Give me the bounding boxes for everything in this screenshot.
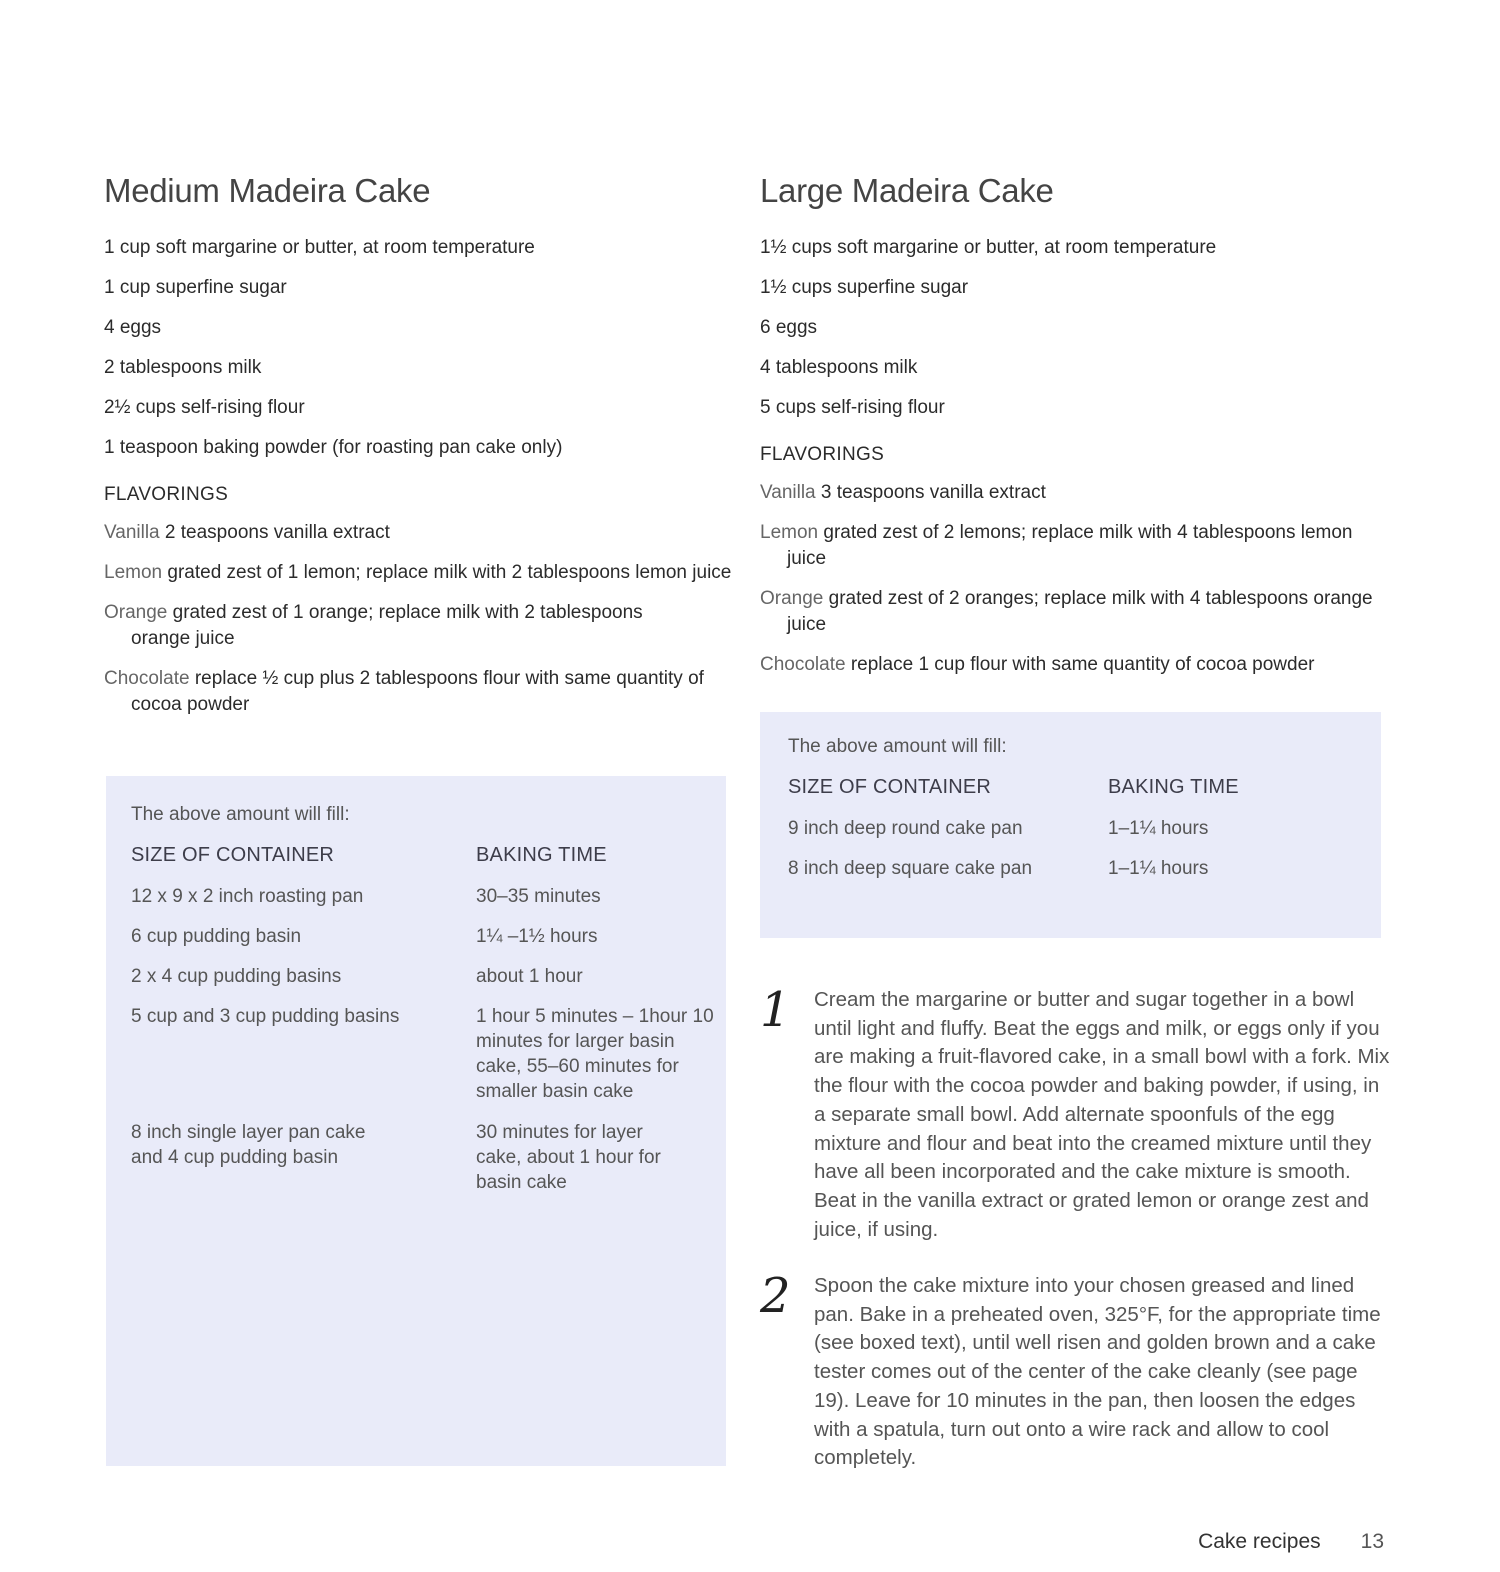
flavoring-text: grated zest of 1 orange; replace milk with 2 tablespoons orange juice (131, 602, 643, 649)
ingredient: 1½ cups superfine sugar (760, 277, 969, 298)
container-size: 9 inch deep round cake pan (788, 818, 1023, 839)
flavoring (760, 480, 1390, 506)
flavoring (104, 520, 744, 546)
baking-time: 1–1¼ hours (1108, 818, 1209, 839)
ingredient: 1 cup superfine sugar (104, 277, 287, 298)
flavoring-text: grated zest of 2 lemons; replace milk with 4 tablespoons lemon juice (787, 522, 1353, 569)
ingredient: 1 cup soft margarine or butter, at room temperature (104, 237, 535, 258)
step-number: 1 (760, 982, 791, 1038)
method-step (760, 1268, 1390, 1493)
flavoring-text: replace ½ cup plus 2 tablespoons flour with same quantity of cocoa powder (131, 668, 704, 715)
flavoring-kind: Lemon (760, 522, 819, 543)
flavorings-heading: FLAVORINGS (104, 484, 229, 505)
flavoring-text: grated zest of 2 oranges; replace milk with 4 tablespoons orange juice (787, 588, 1373, 635)
baking-time: 1–1¼ hours (1108, 858, 1209, 879)
baking-time: about 1 hour (476, 966, 583, 987)
medium-baking-box (106, 776, 726, 1466)
size-heading: SIZE OF CONTAINER (788, 776, 992, 798)
flavoring-kind: Orange (760, 588, 824, 609)
ingredient: 5 cups self-rising flour (760, 397, 945, 418)
container-size: 2 x 4 cup pudding basins (131, 966, 342, 987)
container-size: 5 cup and 3 cup pudding basins (131, 1006, 400, 1027)
container-size: 8 inch single layer pan cake and 4 cup pudding basin (131, 1122, 366, 1168)
flavorings-heading: FLAVORINGS (760, 444, 885, 465)
container-size: 6 cup pudding basin (131, 926, 302, 947)
step-text: Spoon the cake mixture into your chosen greased and lined pan. Bake in a preheated oven, 325°F, for the appropriate time (see boxed text), until well risen and golden brown and a cake tester comes out of the center of the cake cleanly (see page 19). Leave for 10 minutes in the pan, then loosen the edges with a spatula, turn out onto a wire rack and allow to cool completely. (814, 1274, 1381, 1470)
section-name: Cake recipes (1198, 1530, 1321, 1553)
container-size: 12 x 9 x 2 inch roasting pan (131, 886, 364, 907)
flavoring-kind: Chocolate (104, 668, 190, 689)
ingredient: 1 teaspoon baking powder (for roasting pan cake only) (104, 437, 563, 458)
flavoring (760, 520, 1390, 572)
flavoring-text: 2 teaspoons vanilla extract (164, 522, 390, 543)
large-baking-box (760, 712, 1381, 938)
flavoring-text: 3 teaspoons vanilla extract (820, 482, 1046, 503)
ingredient: 4 tablespoons milk (760, 357, 918, 378)
flavoring-text: grated zest of 1 lemon; replace milk with 2 tablespoons lemon juice (167, 562, 732, 583)
step-number: 2 (760, 1268, 791, 1324)
baking-time: 1¼ –1½ hours (476, 926, 598, 947)
flavoring-kind: Lemon (104, 562, 163, 583)
time-heading: BAKING TIME (1108, 776, 1239, 798)
recipe-title: Medium Madeira Cake (104, 172, 431, 209)
size-heading: SIZE OF CONTAINER (131, 844, 335, 866)
flavoring (104, 666, 751, 718)
ingredient: 2 tablespoons milk (104, 357, 262, 378)
medium-recipe (104, 172, 744, 732)
flavoring-kind: Chocolate (760, 654, 846, 675)
page-number: 13 (1360, 1530, 1384, 1553)
flavoring-kind: Vanilla (104, 522, 160, 543)
time-heading: BAKING TIME (476, 844, 607, 866)
flavoring-text: replace 1 cup flour with same quantity of cocoa powder (850, 654, 1315, 675)
container-size: 8 inch deep square cake pan (788, 858, 1033, 879)
recipe-title: Large Madeira Cake (760, 172, 1054, 209)
box-intro: The above amount will fill: (788, 736, 1007, 757)
ingredient: 1½ cups soft margarine or butter, at room temperature (760, 237, 1217, 258)
baking-time: 30 minutes for layer cake, about 1 hour for basin cake (476, 1122, 661, 1193)
ingredient: 2½ cups self-rising flour (104, 397, 305, 418)
flavoring (760, 652, 1390, 678)
method-step (760, 982, 1390, 1265)
flavoring-kind: Orange (104, 602, 168, 623)
step-text: Cream the margarine or butter and sugar together in a bowl until light and fluffy. Beat the eggs and milk, or eggs only if you are making a fruit-flavored cake, in a small bowl with a fork. Mix the flour with the cocoa powder and baking powder, if using, in a separate small bowl. Add alternate spoonfuls of the egg mixture and flour and beat into the creamed mixture until they have all been incorporated and the cake mixture is smooth. Beat in the vanilla extract or grated lemon or orange zest and juice, if using. (814, 988, 1390, 1241)
baking-time: 1 hour 5 minutes – 1hour 10 minutes for larger basin cake, 55–60 minutes for smaller basin cake (476, 1006, 714, 1102)
large-recipe (760, 172, 1390, 692)
flavoring (104, 560, 744, 586)
baking-time: 30–35 minutes (476, 886, 601, 907)
ingredient: 6 eggs (760, 317, 818, 338)
flavoring (760, 586, 1377, 638)
page-footer (1198, 1530, 1384, 1554)
ingredient: 4 eggs (104, 317, 162, 338)
flavoring-kind: Vanilla (760, 482, 816, 503)
box-intro: The above amount will fill: (131, 804, 350, 825)
flavoring (104, 600, 691, 652)
